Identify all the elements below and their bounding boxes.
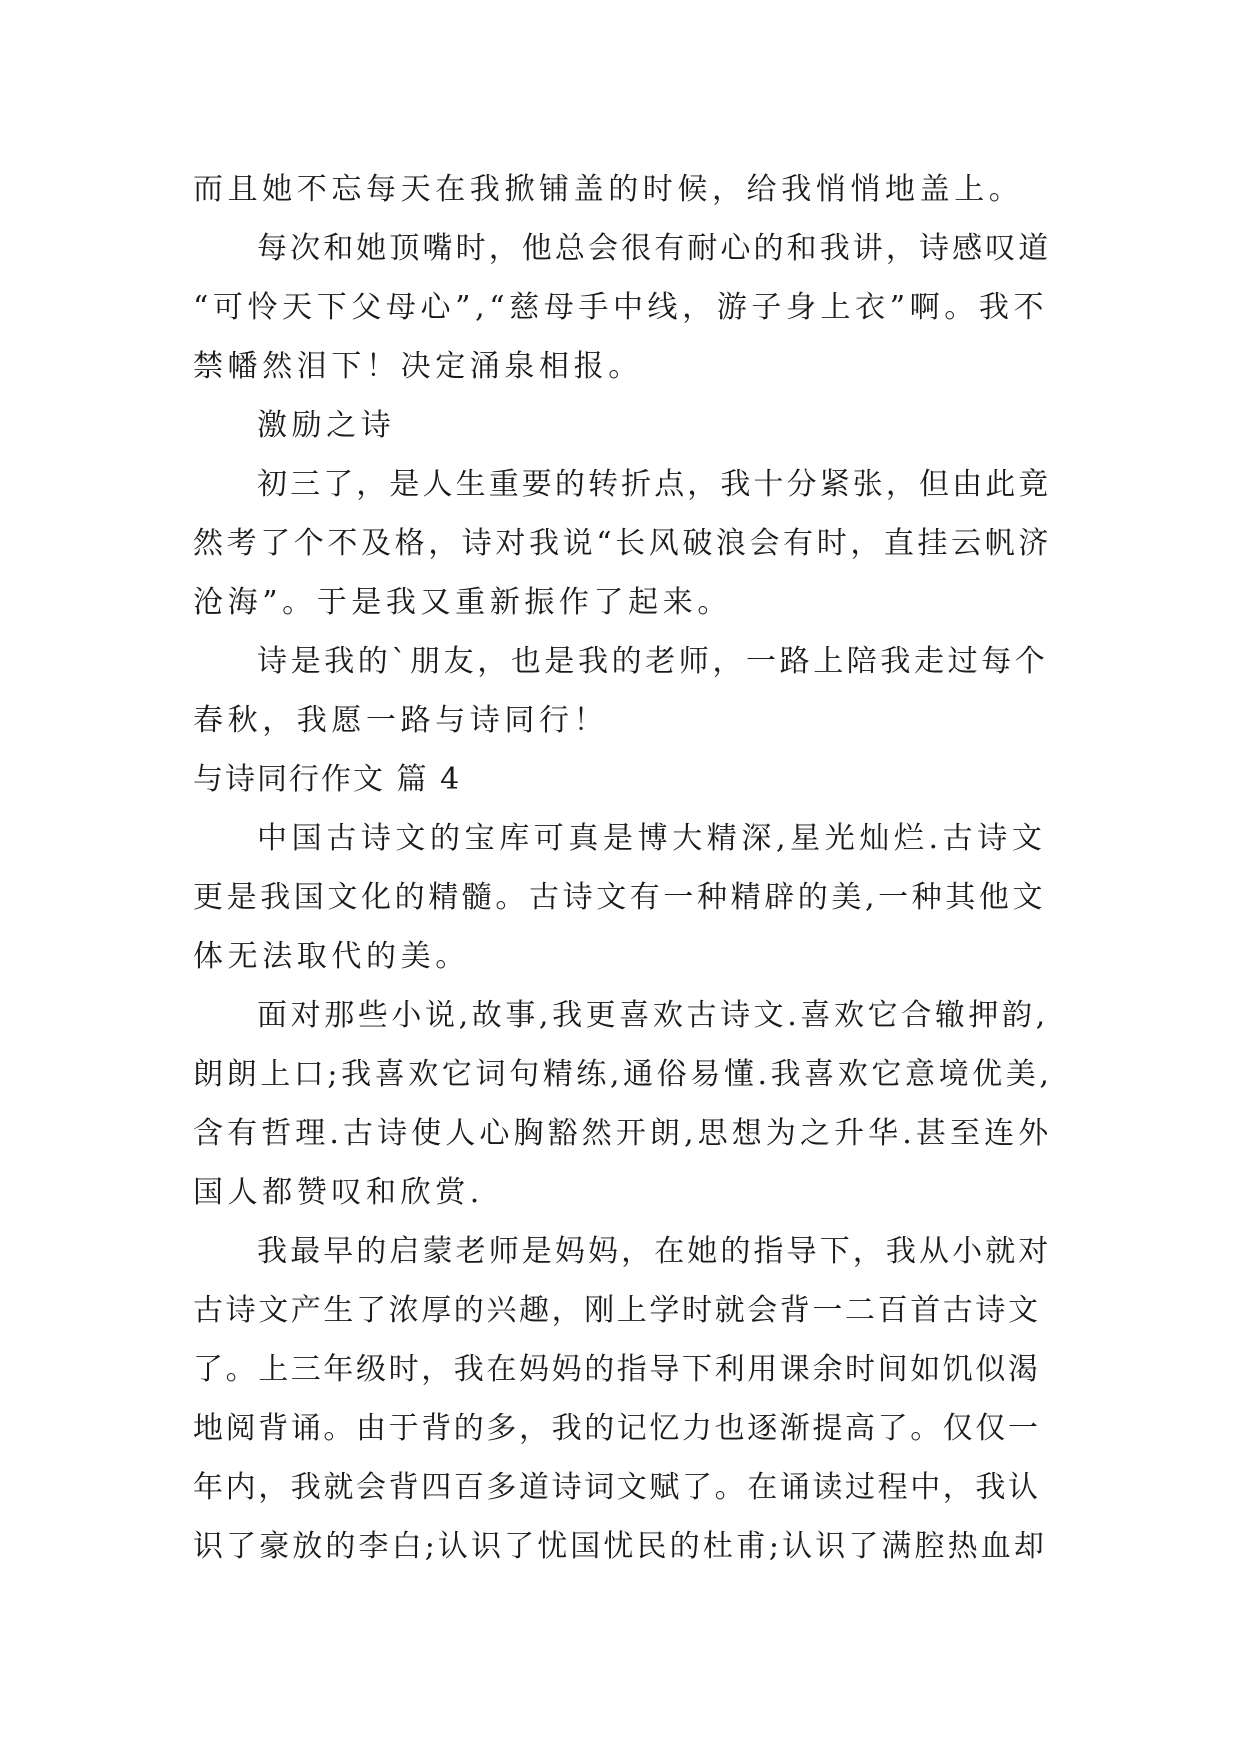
essay-heading: 与诗同行作文 篇 4: [193, 762, 462, 797]
text-line: 年内，我就会背四百多道诗词文赋了。在诵读过程中，我认: [193, 1470, 1041, 1505]
paragraph-start-line: 每次和她顶嘴时，他总会很有耐心的和我讲，诗感叹道: [257, 231, 1052, 266]
paragraph-start-line: 面对那些小说,故事,我更喜欢古诗文.喜欢它合辙押韵,: [257, 998, 1049, 1033]
text-line: 沧海”。于是我又重新振作了起来。: [193, 585, 732, 620]
text-line: 而且她不忘每天在我掀铺盖的时候，给我悄悄地盖上。: [193, 172, 1024, 207]
paragraph-start-line: 我最早的启蒙老师是妈妈，在她的指导下，我从小就对: [257, 1234, 1052, 1269]
section-subtitle: 激励之诗: [257, 408, 396, 443]
text-line: 含有哲理.古诗使人心胸豁然开朗,思想为之升华.甚至连外: [193, 1116, 1053, 1151]
text-line: 然考了个不及格，诗对我说“长风破浪会有时，直挂云帆济: [193, 526, 1052, 561]
text-line: 识了豪放的李白;认识了忧国忧民的杜甫;认识了满腔热血却: [193, 1529, 1047, 1564]
text-line: 朗朗上口;我喜欢它词句精练,通俗易懂.我喜欢它意境优美,: [193, 1057, 1053, 1092]
text-line: “可怜天下父母心”,“慈母手中线，游子身上衣”啊。我不: [193, 290, 1049, 325]
text-line: 更是我国文化的精髓。古诗文有一种精辟的美,一种其他文: [193, 880, 1047, 915]
text-line: 地阅背诵。由于背的多，我的记忆力也逐渐提高了。仅仅一: [193, 1411, 1041, 1446]
text-line: 禁幡然泪下！决定涌泉相报。: [193, 349, 643, 384]
text-line: 春秋，我愿一路与诗同行！: [193, 703, 609, 738]
document-body: [193, 160, 1053, 1576]
text-line: 体无法取代的美。: [193, 939, 470, 974]
paragraph-start-line: 中国古诗文的宝库可真是博大精深,星光灿烂.古诗文: [257, 821, 1047, 856]
text-line: 国人都赞叹和欣赏.: [193, 1175, 484, 1210]
paragraph-start-line: 初三了，是人生重要的转折点，我十分紧张，但由此竟: [257, 467, 1052, 502]
paragraph-start-line: 诗是我的`朋友，也是我的老师，一路上陪我走过每个: [257, 644, 1049, 679]
text-line: 古诗文产生了浓厚的兴趣，刚上学时就会背一二百首古诗文: [193, 1293, 1041, 1328]
text-line: 了。上三年级时，我在妈妈的指导下利用课余时间如饥似渴: [193, 1352, 1041, 1387]
